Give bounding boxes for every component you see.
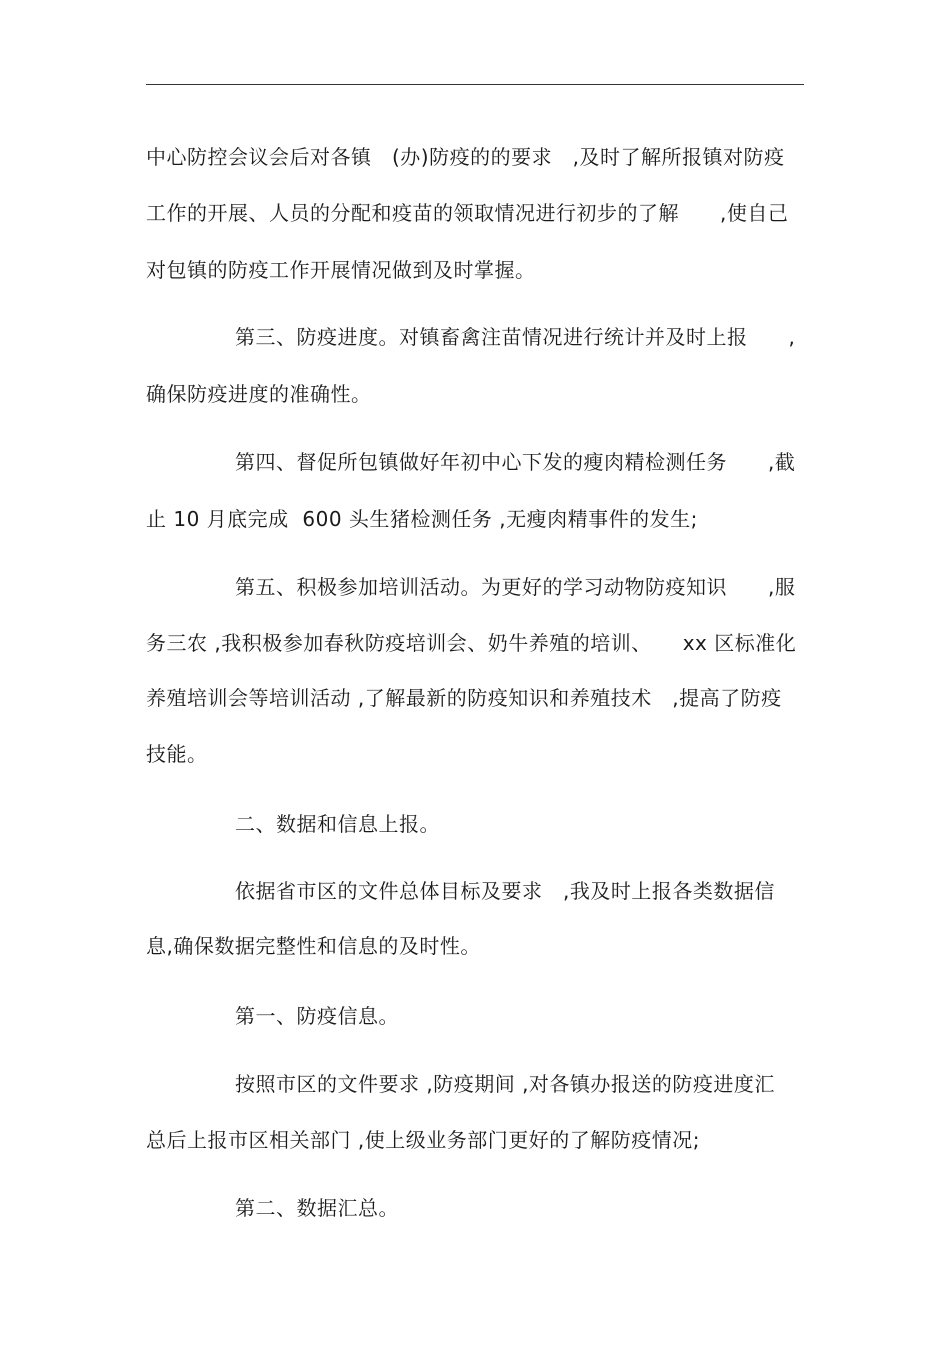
text-line-10: 养殖培训会等培训活动 ,了解最新的防疫知识和养殖技术 ,提高了防疫	[146, 686, 782, 710]
header-rule	[146, 84, 804, 85]
text-line-11: 技能。	[146, 742, 208, 766]
text-line-18: 第二、数据汇总。	[235, 1196, 399, 1220]
text-line-13: 依据省市区的文件总体目标及要求 ,我及时上报各类数据信	[235, 879, 775, 903]
text-line-8: 第五、积极参加培训活动。为更好的学习动物防疫知识 ,服	[235, 575, 796, 599]
text-line-5: 确保防疫进度的准确性。	[146, 382, 372, 406]
text-line-2: 工作的开展、人员的分配和疫苗的领取情况进行初步的了解 ,使自己	[146, 201, 789, 225]
text-line-6: 第四、督促所包镇做好年初中心下发的瘦肉精检测任务 ,截	[235, 450, 796, 474]
text-line-9: 务三农 ,我积极参加春秋防疫培训会、奶牛养殖的培训、 xx 区标准化	[146, 631, 797, 655]
text-line-4: 第三、防疫进度。对镇畜禽注苗情况进行统计并及时上报 ,	[235, 325, 796, 349]
text-line-7: 止 10 月底完成 600 头生猪检测任务 ,无瘦肉精事件的发生;	[146, 507, 698, 531]
text-line-1: 中心防控会议会后对各镇 (办)防疫的的要求 ,及时了解所报镇对防疫	[146, 145, 785, 169]
text-line-3: 对包镇的防疫工作开展情况做到及时掌握。	[146, 258, 536, 282]
text-line-15: 第一、防疫信息。	[235, 1004, 399, 1028]
text-line-17: 总后上报市区相关部门 ,使上级业务部门更好的了解防疫情况;	[146, 1128, 700, 1152]
text-line-16: 按照市区的文件要求 ,防疫期间 ,对各镇办报送的防疫进度汇	[235, 1072, 775, 1096]
text-line-14: 息,确保数据完整性和信息的及时性。	[146, 934, 481, 958]
section-heading: 二、数据和信息上报。	[235, 812, 440, 836]
